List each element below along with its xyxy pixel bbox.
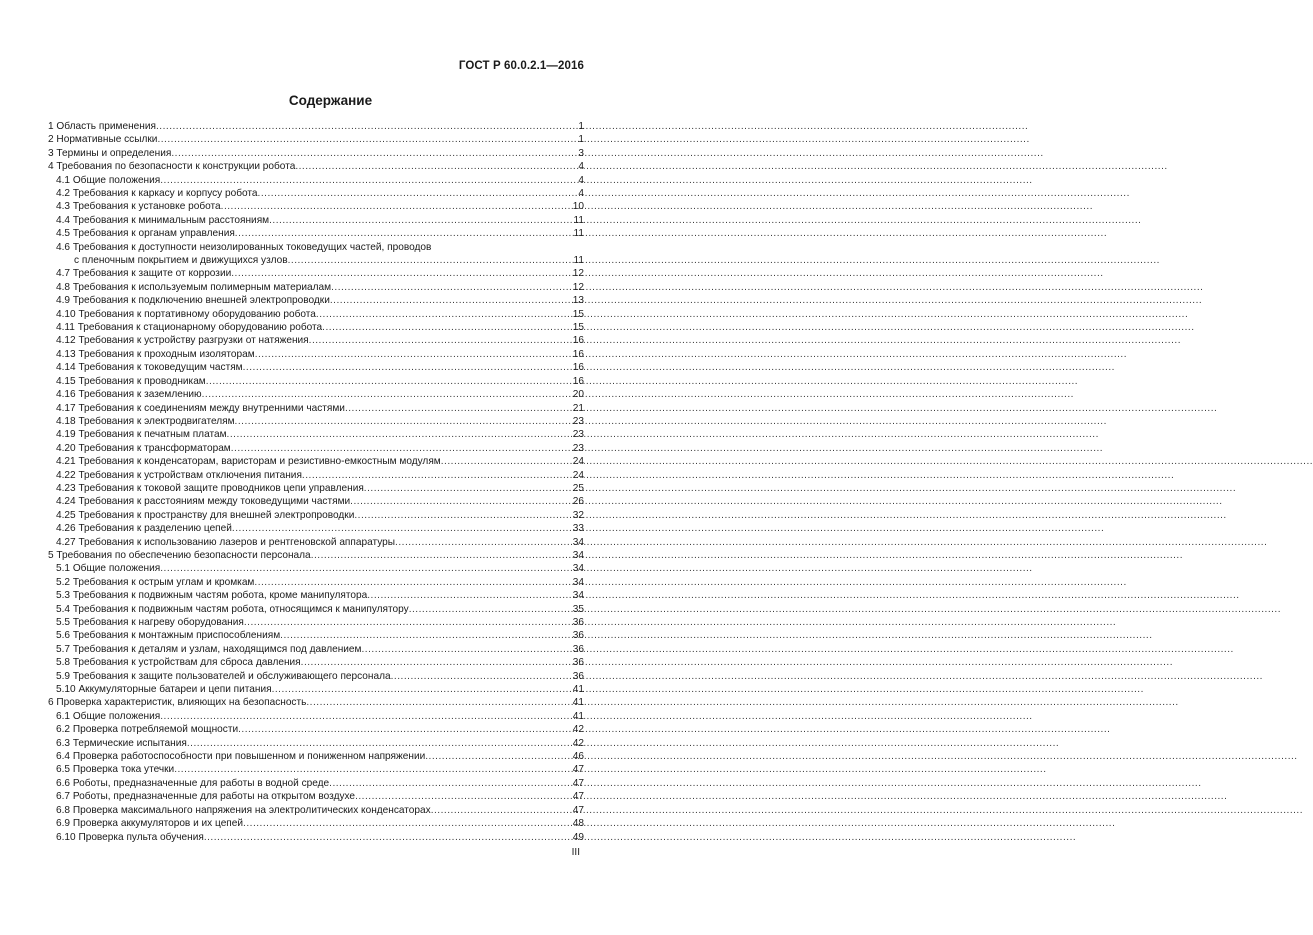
toc-entry-title: 5.9 Требования к защите пользователей и обслуживающего персонала: [56, 670, 391, 682]
toc-entry-page: 47: [572, 777, 584, 789]
toc-entry: [48, 214, 584, 227]
toc-entry-page: 36: [572, 643, 584, 655]
toc-entry-title: 4.7 Требования к защите от коррозии: [56, 268, 232, 280]
toc-entry-page: 4: [578, 161, 584, 173]
page-number: III: [571, 847, 580, 858]
toc-entry: [48, 120, 584, 133]
toc-entry-page: 4: [578, 188, 584, 200]
toc-entry-title: 4.9 Требования к подключению внешней электропроводки: [56, 295, 330, 307]
toc-entry-title: 4.11 Требования к стационарному оборудованию робота: [56, 322, 323, 334]
toc-entry-page: 32: [572, 509, 584, 521]
toc-leader-dots: [367, 589, 572, 602]
toc-entry-page: 48: [572, 818, 584, 830]
toc-entry: [48, 777, 584, 790]
toc-leader-dots: [316, 308, 572, 321]
toc-entry: [48, 254, 584, 267]
toc-leader-dots: [187, 737, 572, 750]
toc-entry: [48, 522, 584, 535]
toc-entry-page: 20: [572, 389, 584, 401]
toc-entry-page: 1: [578, 134, 584, 146]
toc-entry: [48, 723, 584, 736]
toc-entry-title: 6.5 Проверка тока утечки: [56, 764, 175, 776]
toc-entry: [48, 482, 584, 495]
toc-entry: [48, 790, 584, 803]
toc-entry-title: 4.21 Требования к конденсаторам, варисторам и резистивно-емкостным модулям: [56, 456, 441, 468]
toc-entry: [48, 455, 584, 468]
toc-entry-title: 3 Термины и определения: [48, 147, 172, 159]
toc-entry: [48, 294, 584, 307]
toc-entry-title: 6.4 Проверка работоспособности при повышенном и пониженном напряжении: [56, 751, 426, 763]
toc-leader-dots: [221, 200, 572, 213]
toc-entry: [48, 428, 584, 441]
toc-leader-dots: [235, 415, 572, 428]
toc-leader-dots: [160, 562, 572, 575]
toc-entry-page: 47: [572, 764, 584, 776]
toc-leader-dots: [254, 576, 571, 589]
toc-entry: [48, 227, 584, 240]
toc-entry: [48, 402, 584, 415]
toc-entry-title: 4.18 Требования к электродвигателям: [56, 415, 235, 427]
toc-entry-page: 34: [572, 563, 584, 575]
table-of-contents: [48, 120, 584, 844]
toc-entry-title: 4.24 Требования к расстояниям между токоведущими частями: [56, 496, 351, 508]
toc-entry-title: 4.8 Требования к используемым полимерным материалам: [56, 281, 332, 293]
toc-entry-page: 35: [572, 603, 584, 615]
toc-entry-page: 42: [572, 737, 584, 749]
toc-entry: [48, 710, 584, 723]
toc-leader-dots: [269, 214, 572, 227]
toc-entry-page: 34: [572, 536, 584, 548]
toc-leader-dots: [364, 482, 572, 495]
toc-leader-dots: [355, 790, 572, 803]
toc-entry-page: 23: [572, 429, 584, 441]
toc-entry: [48, 549, 584, 562]
toc-entry-page: 26: [572, 496, 584, 508]
toc-entry: [48, 670, 584, 683]
toc-leader-dots: [258, 187, 578, 200]
toc-entry: [48, 321, 584, 334]
toc-leader-dots: [202, 388, 572, 401]
toc-entry-page: 23: [572, 442, 584, 454]
toc-leader-dots: [160, 710, 572, 723]
toc-entry-title: 6.8 Проверка максимального напряжения на электролитических конденсаторах: [56, 804, 431, 816]
toc-leader-dots: [329, 777, 572, 790]
toc-entry-page: 46: [572, 751, 584, 763]
toc-leader-dots: [409, 603, 572, 616]
toc-leader-dots: [354, 509, 571, 522]
toc-entry-page: 4: [578, 174, 584, 186]
toc-leader-dots: [231, 267, 572, 280]
toc-entry: [48, 147, 584, 160]
toc-leader-dots: [330, 294, 572, 307]
toc-leader-dots: [361, 643, 571, 656]
toc-entry: [48, 536, 584, 549]
toc-entry-title: 4.26 Требования к разделению цепей: [56, 523, 232, 535]
toc-entry-title: 5.2 Требования к острым углам и кромкам: [56, 576, 255, 588]
toc-title: Содержание: [288, 93, 373, 108]
toc-entry-title: 4 Требования по безопасности к конструкции робота: [48, 161, 296, 173]
toc-entry-title: 4.13 Требования к проходным изоляторам: [56, 348, 255, 360]
toc-entry-page: 36: [572, 657, 584, 669]
toc-entry-page: 36: [572, 630, 584, 642]
toc-entry: [48, 643, 584, 656]
toc-entry-page: 21: [572, 402, 584, 414]
toc-entry-title: 6.10 Проверка пульта обучения: [56, 831, 204, 843]
toc-entry-page: 23: [572, 415, 584, 427]
toc-entry: [48, 174, 584, 187]
toc-entry-page: 15: [572, 322, 584, 334]
toc-entry-title: 5.4 Требования к подвижным частям робота, относящимся к манипулятору: [56, 603, 409, 615]
toc-entry-title: 4.3 Требования к установке робота: [56, 201, 221, 213]
toc-entry-page: 36: [572, 617, 584, 629]
toc-entry: [48, 361, 584, 374]
toc-leader-dots: [227, 428, 572, 441]
toc-entry-page: 33: [572, 523, 584, 535]
toc-entry-page: 12: [572, 268, 584, 280]
toc-leader-dots: [322, 321, 572, 334]
toc-leader-dots: [206, 375, 572, 388]
toc-entry-page: 15: [572, 308, 584, 320]
toc-entry: [48, 308, 584, 321]
toc-entry-title: 5.6 Требования к монтажным приспособлениям: [56, 630, 281, 642]
toc-entry-page: 11: [573, 214, 584, 226]
toc-entry: [48, 616, 584, 629]
toc-entry-title: 4.4 Требования к минимальным расстояниям: [56, 214, 270, 226]
toc-entry-page: 25: [572, 482, 584, 494]
toc-entry: [48, 509, 584, 522]
toc-leader-dots: [350, 495, 572, 508]
toc-entry: [48, 696, 584, 709]
toc-entry-page: 12: [572, 281, 584, 293]
toc-leader-dots: [238, 723, 572, 736]
toc-entry-page: 11: [573, 255, 584, 267]
toc-entry: [48, 200, 584, 213]
toc-entry: [48, 442, 584, 455]
toc-entry-title: 6.2 Проверка потребляемой мощности: [56, 724, 239, 736]
toc-leader-dots: [391, 670, 572, 683]
toc-entry: [48, 375, 584, 388]
toc-entry-title: 4.2 Требования к каркасу и корпусу робота: [56, 188, 258, 200]
toc-entry-title: 4.12 Требования к устройству разгрузки от натяжения: [56, 335, 309, 347]
toc-entry: [48, 267, 584, 280]
toc-entry-page: 11: [573, 228, 584, 240]
toc-entry: [48, 388, 584, 401]
toc-entry-title: 4.20 Требования к трансформаторам: [56, 442, 231, 454]
toc-entry-title: 4.23 Требования к токовой защите проводников цепи управления: [56, 482, 364, 494]
toc-leader-dots: [345, 402, 572, 415]
toc-leader-dots: [288, 254, 573, 267]
toc-entry: [48, 589, 584, 602]
toc-entry-page: 41: [572, 710, 584, 722]
toc-entry-title: 4.5 Требования к органам управления: [56, 228, 235, 240]
toc-entry-title: 4.14 Требования к токоведущим частям: [56, 362, 243, 374]
toc-entry: [48, 241, 584, 254]
toc-entry: [48, 187, 584, 200]
toc-leader-dots: [295, 160, 577, 173]
toc-leader-dots: [174, 763, 572, 776]
toc-entry-page: 10: [572, 201, 584, 213]
toc-entry-page: 16: [572, 375, 584, 387]
toc-entry-page: 41: [572, 684, 584, 696]
toc-entry-page: 16: [572, 362, 584, 374]
toc-leader-dots: [232, 522, 572, 535]
toc-entry-title: 2 Нормативные ссылки: [48, 134, 158, 146]
toc-entry-page: 34: [572, 549, 584, 561]
toc-leader-dots: [280, 629, 572, 642]
toc-leader-dots: [171, 147, 577, 160]
toc-entry: [48, 133, 584, 146]
toc-leader-dots: [231, 442, 572, 455]
toc-leader-dots: [160, 174, 577, 187]
toc-leader-dots: [243, 817, 572, 830]
toc-entry: [48, 683, 584, 696]
toc-entry-title: 1 Область применения: [48, 120, 156, 132]
toc-entry-title: 6.7 Роботы, предназначенные для работы на открытом воздухе: [56, 791, 356, 803]
toc-entry: [48, 804, 584, 817]
toc-entry-title: 4.6 Требования к доступности неизолированных токоведущих частей, проводов: [56, 241, 432, 253]
toc-leader-dots: [306, 696, 571, 709]
toc-entry-page: 3: [578, 147, 584, 159]
toc-leader-dots: [395, 536, 572, 549]
toc-entry-page: 24: [572, 469, 584, 481]
toc-entry-page: 49: [572, 831, 584, 843]
toc-leader-dots: [309, 334, 572, 347]
toc-entry-title: 4.1 Общие положения: [56, 174, 161, 186]
toc-entry-page: 36: [572, 670, 584, 682]
document-code: ГОСТ Р 60.0.2.1—2016: [458, 60, 584, 72]
toc-entry-title: 4.19 Требования к печатным платам: [56, 429, 227, 441]
toc-entry-title: 5.7 Требования к деталям и узлам, находящимся под давлением: [56, 643, 362, 655]
toc-leader-dots: [441, 455, 572, 468]
toc-entry-title: 4.27 Требования к использованию лазеров и рентгеновской аппаратуры: [56, 536, 396, 548]
toc-entry: [48, 750, 584, 763]
toc-entry-title: 5.8 Требования к устройствам для сброса давления: [56, 657, 301, 669]
toc-entry-title: с пленочным покрытием и движущихся узлов: [74, 255, 288, 267]
toc-entry: [48, 160, 584, 173]
toc-entry: [48, 495, 584, 508]
toc-leader-dots: [243, 361, 572, 374]
toc-entry: [48, 603, 584, 616]
toc-entry-page: 13: [572, 295, 584, 307]
toc-leader-dots: [235, 227, 573, 240]
toc-entry-title: 4.17 Требования к соединениям между внутренними частями: [56, 402, 345, 414]
toc-entry: [48, 737, 584, 750]
toc-entry: [48, 348, 584, 361]
toc-entry-title: 4.16 Требования к заземлению: [56, 389, 202, 401]
toc-leader-dots: [425, 750, 572, 763]
toc-entry-title: 6.6 Роботы, предназначенные для работы в водной среде: [56, 777, 330, 789]
toc-entry-page: 34: [572, 576, 584, 588]
toc-entry-title: 5.3 Требования к подвижным частям робота, кроме манипулятора: [56, 590, 368, 602]
toc-leader-dots: [431, 804, 572, 817]
toc-leader-dots: [204, 831, 572, 844]
toc-leader-dots: [302, 469, 572, 482]
toc-entry-title: 4.22 Требования к устройствам отключения питания: [56, 469, 302, 481]
toc-entry: [48, 415, 584, 428]
toc-entry: [48, 335, 584, 348]
toc-entry-title: 5.1 Общие положения: [56, 563, 161, 575]
toc-leader-dots: [157, 133, 577, 146]
toc-entry: [48, 764, 584, 777]
toc-entry-title: 6.1 Общие положения: [56, 710, 161, 722]
toc-entry-page: 24: [572, 456, 584, 468]
toc-leader-dots: [331, 281, 572, 294]
toc-entry-page: 16: [572, 348, 584, 360]
toc-entry-title: 4.25 Требования к пространству для внешней электропроводки: [56, 509, 355, 521]
toc-entry-page: 16: [572, 335, 584, 347]
toc-leader-dots: [244, 616, 572, 629]
toc-entry-page: 41: [572, 697, 584, 709]
toc-entry-title: 4.15 Требования к проводникам: [56, 375, 206, 387]
toc-entry-title: 6 Проверка характеристик, влияющих на безопасность: [48, 697, 307, 709]
toc-leader-dots: [255, 348, 572, 361]
toc-leader-dots: [311, 549, 572, 562]
toc-entry: [48, 576, 584, 589]
toc-entry-page: 42: [572, 724, 584, 736]
toc-leader-dots: [272, 683, 572, 696]
toc-entry: [48, 281, 584, 294]
toc-entry: [48, 469, 584, 482]
toc-entry: [48, 656, 584, 669]
toc-entry-title: 5.10 Аккумуляторные батареи и цепи питания: [56, 684, 272, 696]
toc-entry-title: 5 Требования по обеспечению безопасности персонала: [48, 549, 311, 561]
toc-entry: [48, 562, 584, 575]
toc-entry-title: 4.10 Требования к портативному оборудованию робота: [56, 308, 316, 320]
toc-entry-title: 5.5 Требования к нагреву оборудования: [56, 617, 244, 629]
toc-entry-title: 6.3 Термические испытания: [56, 737, 187, 749]
toc-entry-page: 47: [572, 791, 584, 803]
toc-leader-dots: [301, 656, 572, 669]
toc-entry-page: 1: [578, 120, 584, 132]
toc-entry: [48, 629, 584, 642]
toc-entry: [48, 831, 584, 844]
toc-entry-page: 34: [572, 590, 584, 602]
toc-entry: [48, 817, 584, 830]
toc-leader-dots: [156, 120, 577, 133]
toc-entry-page: 47: [572, 804, 584, 816]
toc-entry-title: 6.9 Проверка аккумуляторов и их цепей: [56, 818, 244, 830]
